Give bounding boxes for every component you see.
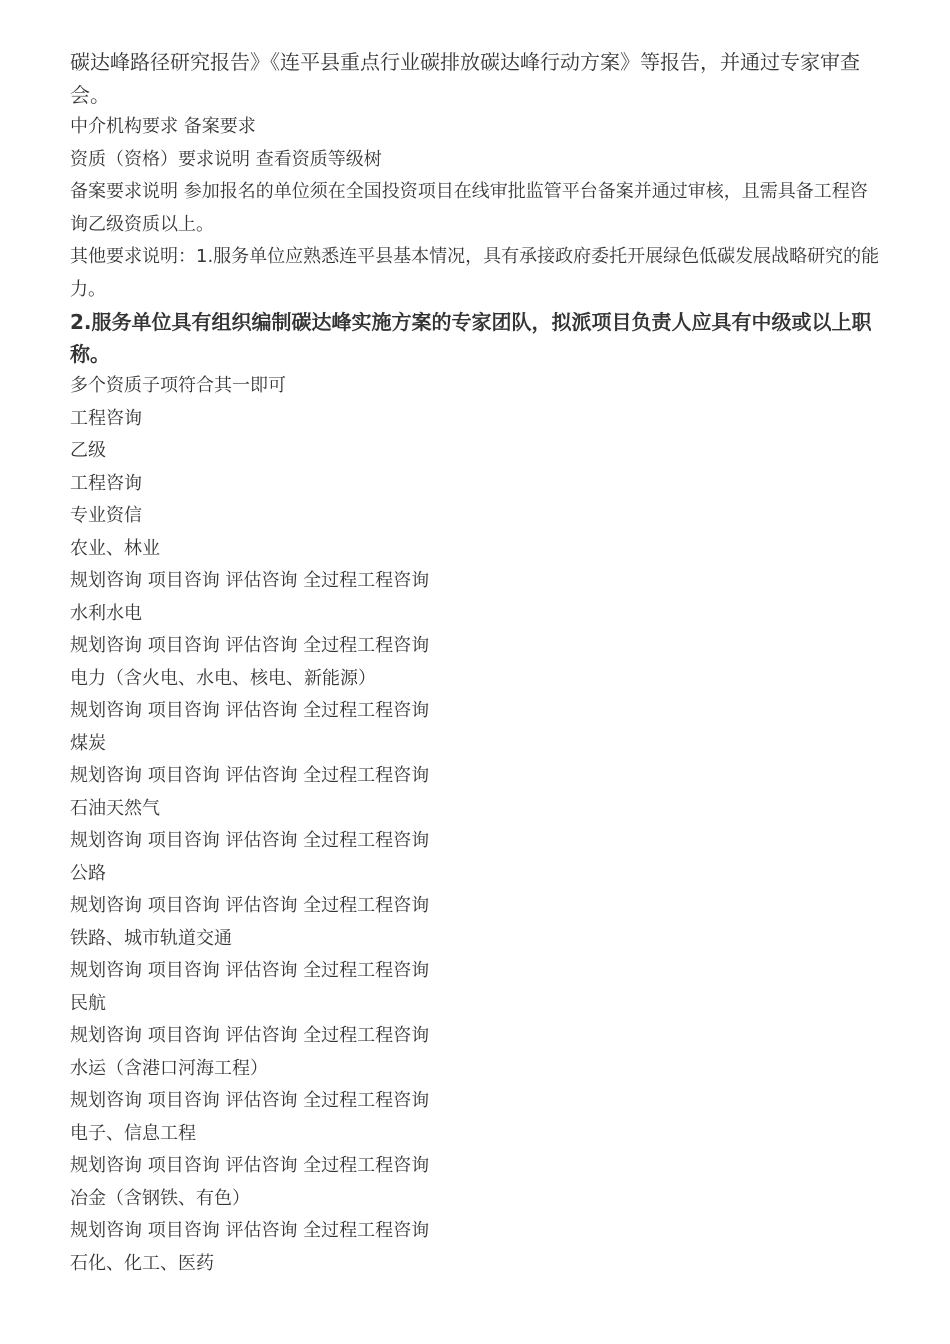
qualification-requirement: 资质（资格）要求说明 查看资质等级树 bbox=[70, 148, 382, 170]
list-item: 农业、林业 bbox=[70, 537, 160, 559]
list-item: 民航 bbox=[70, 992, 106, 1014]
list-item: 规划咨询 项目咨询 评估咨询 全过程工程咨询 bbox=[70, 1090, 430, 1111]
filing-requirement: 备案要求说明 参加报名的单位须在全国投资项目在线审批监管平台备案并通过审核，且需具备工程咨询乙级资质以上。 bbox=[70, 181, 868, 235]
list-item: 规划咨询 项目咨询 评估咨询 全过程工程咨询 bbox=[70, 635, 430, 656]
list-item: 规划咨询 项目咨询 评估咨询 全过程工程咨询 bbox=[70, 830, 430, 851]
other-requirement: 其他要求说明：1.服务单位应熟悉连平县基本情况，具有承接政府委托开展绿色低碳发展战略研究的能力。 bbox=[70, 246, 880, 300]
list-item: 水运（含港口河海工程） bbox=[70, 1057, 268, 1079]
list-item: 铁路、城市轨道交通 bbox=[70, 927, 232, 949]
list-item: 水利水电 bbox=[70, 602, 142, 624]
list-item: 乙级 bbox=[70, 440, 106, 461]
list-item: 专业资信 bbox=[70, 505, 142, 526]
list-item: 规划咨询 项目咨询 评估咨询 全过程工程咨询 bbox=[70, 960, 430, 981]
list-item: 煤炭 bbox=[70, 732, 106, 754]
intro-paragraph: 碳达峰路径研究报告》《连平县重点行业碳排放碳达峰行动方案》等报告，并通过专家审查会。 bbox=[70, 50, 860, 107]
list-item: 规划咨询 项目咨询 评估咨询 全过程工程咨询 bbox=[70, 1155, 430, 1176]
list-item: 规划咨询 项目咨询 评估咨询 全过程工程咨询 bbox=[70, 1220, 430, 1241]
list-item: 规划咨询 项目咨询 评估咨询 全过程工程咨询 bbox=[70, 895, 430, 916]
team-requirement: 2.服务单位具有组织编制碳达峰实施方案的专家团队，拟派项目负责人应具有中级或以上职称。 bbox=[70, 310, 872, 366]
list-item: 电力（含火电、水电、核电、新能源） bbox=[70, 667, 376, 689]
list-item: 石油天然气 bbox=[70, 797, 160, 819]
qualification-tree-list bbox=[70, 403, 882, 1281]
list-item: 规划咨询 项目咨询 评估咨询 全过程工程咨询 bbox=[70, 765, 430, 786]
list-item: 石化、化工、医药 bbox=[70, 1252, 214, 1274]
list-item: 工程咨询 bbox=[70, 472, 142, 494]
requirements-heading: 中介机构要求 备案要求 bbox=[70, 116, 256, 137]
list-item: 电子、信息工程 bbox=[70, 1122, 196, 1144]
list-item: 规划咨询 项目咨询 评估咨询 全过程工程咨询 bbox=[70, 570, 430, 591]
list-item: 规划咨询 项目咨询 评估咨询 全过程工程咨询 bbox=[70, 700, 430, 721]
list-item: 工程咨询 bbox=[70, 407, 142, 429]
list-item: 公路 bbox=[70, 862, 106, 884]
qualification-note: 多个资质子项符合其一即可 bbox=[70, 375, 286, 396]
document-page bbox=[70, 46, 882, 1280]
list-item: 规划咨询 项目咨询 评估咨询 全过程工程咨询 bbox=[70, 1025, 430, 1046]
list-item: 冶金（含钢铁、有色） bbox=[70, 1187, 250, 1209]
